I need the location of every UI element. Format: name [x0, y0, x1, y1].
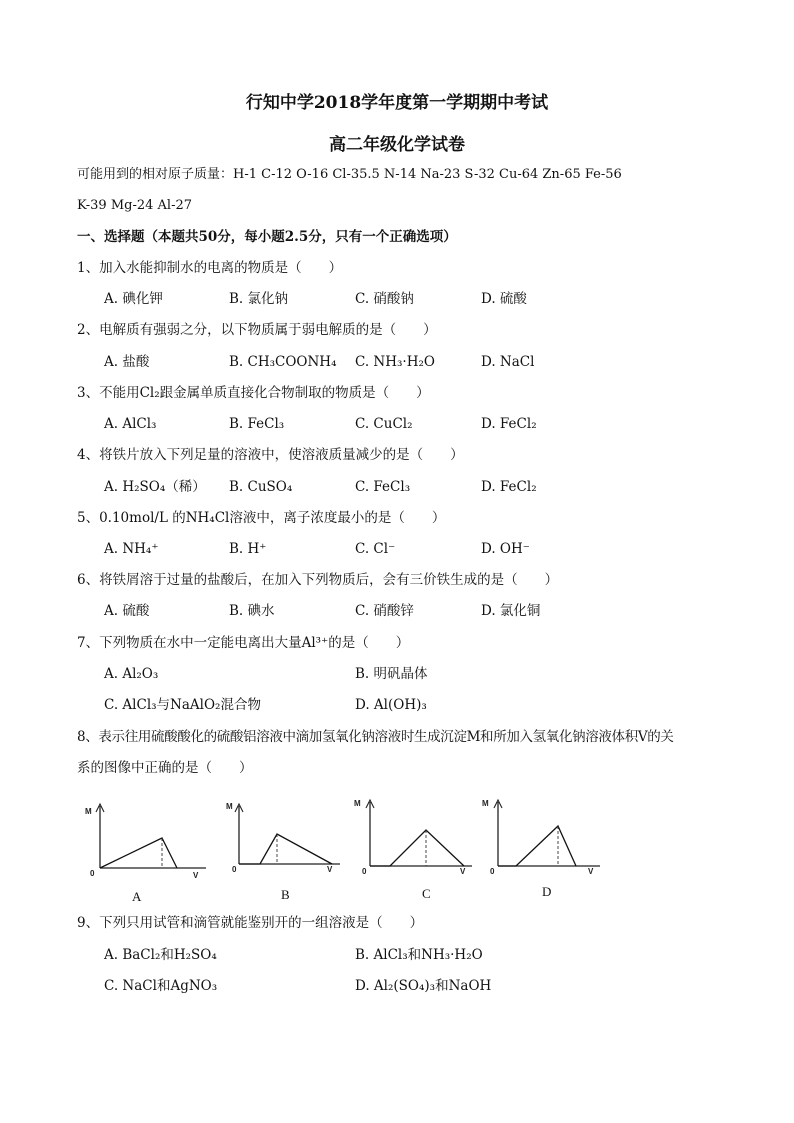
graph-b — [222, 796, 352, 886]
question-2-option-b: B. CH₃COONH₄ — [229, 354, 337, 370]
graph-b-axis-x: V — [327, 865, 333, 874]
graph-b-label: B — [281, 887, 290, 902]
question-3-stem: 3、不能用Cl₂跟金属单质直接化合物制取的物质是（ ） — [77, 385, 430, 401]
question-9-option-d: D. Al₂(SO₄)₃和NaOH — [355, 978, 492, 994]
graph-a-label: A — [132, 889, 142, 904]
question-5-option-d: D. OH⁻ — [481, 541, 530, 557]
question-4-stem: 4、将铁片放入下列足量的溶液中，使溶液质量减少的是（ ） — [77, 447, 464, 463]
question-4-option-d: D. FeCl₂ — [481, 479, 537, 495]
question-5-option-b: B. H⁺ — [229, 541, 267, 557]
question-4-option-c: C. FeCl₃ — [355, 479, 411, 495]
question-2-stem: 2、电解质有强弱之分，以下物质属于弱电解质的是（ ） — [77, 322, 437, 338]
exam-title: 行知中学2018学年度第一学期期中考试 — [245, 93, 549, 113]
question-7-option-d: D. Al(OH)₃ — [355, 697, 427, 713]
question-9-option-c: C. NaCl和AgNO₃ — [104, 978, 218, 994]
question-6-stem: 6、将铁屑溶于过量的盐酸后，在加入下列物质后，会有三价铁生成的是（ ） — [77, 572, 559, 588]
graph-a-origin: 0 — [90, 869, 95, 878]
graph-c-origin: 0 — [362, 867, 367, 876]
question-3-option-d: D. FeCl₂ — [481, 416, 537, 432]
question-3-option-c: C. CuCl₂ — [355, 416, 413, 432]
section-header: 一、选择题（本题共50分，每小题2.5分，只有一个正确选项） — [77, 229, 457, 245]
graph-d — [478, 790, 608, 880]
question-1-stem: 1、加入水能抑制水的电离的物质是（ ） — [77, 260, 343, 276]
atomic-masses-line2: K-39 Mg-24 Al-27 — [77, 198, 193, 213]
graph-a — [80, 796, 210, 886]
question-2-option-d: D. NaCl — [481, 354, 535, 370]
graph-c-axis-y: M — [354, 799, 361, 808]
question-8-stem-line1: 8、表示往用硫酸酸化的硫酸铝溶液中滴加氢氧化钠溶液时生成沉淀M和所加入氢氧化钠溶液体积V的关 — [77, 729, 674, 745]
question-6-option-a: A. 硫酸 — [104, 603, 150, 619]
exam-subtitle: 高二年级化学试卷 — [329, 135, 465, 155]
graph-c — [350, 790, 480, 880]
atomic-masses-line1: 可能用到的相对原子质量：H-1 C-12 O-16 Cl-35.5 N-14 Na-23 S-32 Cu-64 Zn-65 Fe-56 — [77, 167, 622, 182]
question-9-option-a: A. BaCl₂和H₂SO₄ — [104, 947, 217, 963]
question-5-stem: 5、0.10mol/L 的NH₄Cl溶液中，离子浓度最小的是（ ） — [77, 510, 446, 526]
question-4-option-a: A. H₂SO₄（稀） — [104, 479, 206, 495]
question-8-stem-line2: 系的图像中正确的是（ ） — [77, 760, 253, 776]
graph-a-axis-y: M — [85, 807, 92, 816]
question-9-stem: 9、下列只用试管和滴管就能鉴别开的一组溶液是（ ） — [77, 915, 424, 931]
question-7-option-b: B. 明矾晶体 — [355, 666, 428, 682]
graph-d-origin: 0 — [490, 867, 495, 876]
question-5-option-c: C. Cl⁻ — [355, 541, 396, 557]
question-7-option-c: C. AlCl₃与NaAlO₂混合物 — [104, 697, 261, 713]
graph-b-origin: 0 — [232, 865, 237, 874]
graph-d-axis-x: V — [588, 867, 594, 876]
question-6-option-d: D. 氯化铜 — [481, 603, 541, 619]
question-1-option-d: D. 硫酸 — [481, 291, 527, 307]
question-4-option-b: B. CuSO₄ — [229, 479, 293, 495]
question-1-option-a: A. 碘化钾 — [104, 291, 163, 307]
question-6-option-b: B. 碘水 — [229, 603, 275, 619]
graph-c-axis-x: V — [460, 867, 466, 876]
question-3-option-a: A. AlCl₃ — [104, 416, 157, 432]
question-2-option-a: A. 盐酸 — [104, 354, 150, 370]
graph-d-label: D — [542, 884, 552, 899]
question-5-option-a: A. NH₄⁺ — [104, 541, 159, 557]
graph-c-label: C — [422, 886, 431, 901]
question-7-option-a: A. Al₂O₃ — [104, 666, 159, 682]
question-1-option-b: B. 氯化钠 — [229, 291, 289, 307]
question-2-option-c: C. NH₃·H₂O — [355, 354, 435, 370]
question-1-option-c: C. 硝酸钠 — [355, 291, 414, 307]
graph-d-axis-y: M — [482, 799, 489, 808]
graph-b-axis-y: M — [226, 802, 233, 811]
question-3-option-b: B. FeCl₃ — [229, 416, 285, 432]
question-9-option-b: B. AlCl₃和NH₃·H₂O — [355, 947, 483, 963]
question-6-option-c: C. 硝酸锌 — [355, 603, 414, 619]
question-7-stem: 7、下列物质在水中一定能电离出大量Al³⁺的是（ ） — [77, 635, 410, 651]
graph-a-axis-x: V — [193, 871, 199, 880]
